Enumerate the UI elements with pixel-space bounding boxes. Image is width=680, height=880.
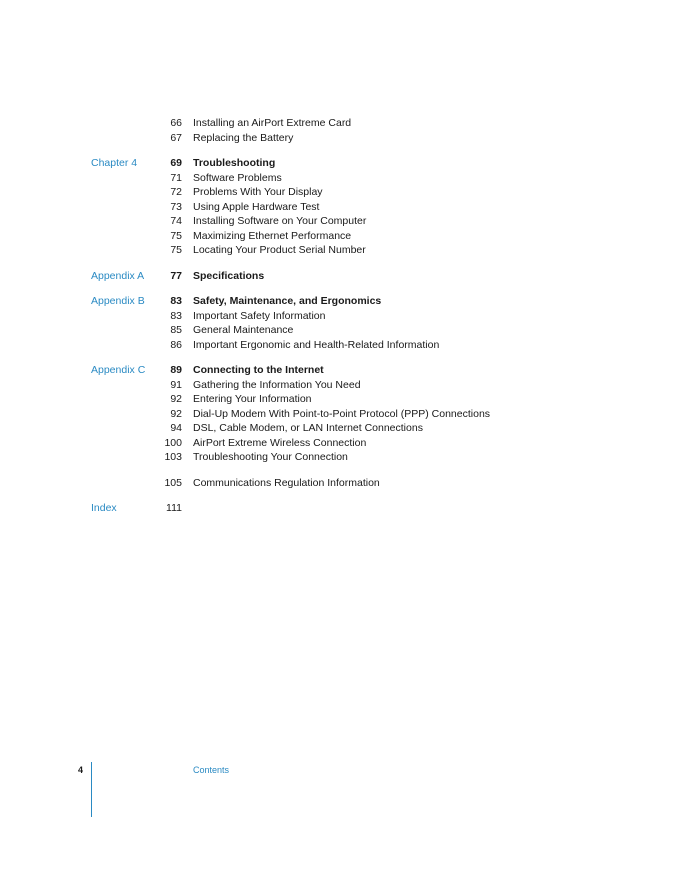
toc-page-number: 67 — [170, 131, 182, 144]
toc-page-number: 74 — [170, 215, 182, 227]
toc-entry-title: Communications Regulation Information — [193, 476, 380, 489]
toc-section — [0, 363, 680, 465]
toc-entry[interactable] — [0, 309, 680, 324]
toc-section — [0, 294, 680, 352]
toc-entry[interactable] — [0, 214, 680, 229]
toc-page-number: 69 — [170, 157, 182, 169]
toc-page-number: 92 — [170, 393, 182, 405]
toc-page-number: 77 — [170, 269, 182, 282]
toc-entry[interactable] — [0, 392, 680, 407]
toc-section — [0, 501, 680, 516]
toc-entry-title: Safety, Maintenance, and Ergonomics — [193, 295, 382, 307]
toc-entry-title: Troubleshooting — [193, 157, 276, 169]
toc-section-label[interactable]: Chapter 4 — [91, 157, 138, 169]
toc-entry-title: Gathering the Information You Need — [193, 378, 361, 391]
toc-entry-title: Important Safety Information — [193, 309, 326, 322]
toc-entry-title: Installing Software on Your Computer — [193, 215, 367, 227]
toc-section-label[interactable]: Appendix C — [91, 364, 146, 376]
toc-entry-title: Problems With Your Display — [193, 186, 323, 198]
toc-entry[interactable] — [0, 294, 680, 309]
footer-rule — [91, 762, 92, 817]
toc-entry[interactable] — [0, 116, 680, 131]
toc-page-number: 105 — [164, 476, 182, 489]
toc-entry[interactable] — [0, 323, 680, 338]
toc-page-number: 89 — [170, 364, 182, 376]
toc-entry[interactable] — [0, 378, 680, 393]
toc-entry[interactable] — [0, 363, 680, 378]
toc-section — [0, 156, 680, 258]
toc-entry[interactable] — [0, 407, 680, 422]
toc-section-label[interactable]: Index — [91, 502, 117, 514]
toc-entry[interactable] — [0, 171, 680, 186]
toc-entry[interactable] — [0, 200, 680, 215]
toc-page-number: 71 — [170, 171, 182, 184]
toc-entry[interactable] — [0, 156, 680, 171]
toc-entry-title: Connecting to the Internet — [193, 364, 324, 376]
page-number: 4 — [78, 765, 84, 775]
toc-entry-title: AirPort Extreme Wireless Connection — [193, 436, 367, 449]
toc-entry-title: Troubleshooting Your Connection — [193, 451, 348, 463]
toc-page-number: 85 — [170, 324, 182, 336]
toc-entry[interactable] — [0, 436, 680, 451]
toc-section-label[interactable]: Appendix B — [91, 295, 145, 307]
toc-entry[interactable] — [0, 450, 680, 465]
toc-page-number: 75 — [170, 244, 182, 256]
running-head: Contents — [193, 765, 230, 775]
toc-page-number: 92 — [170, 407, 182, 420]
toc-entry[interactable] — [0, 476, 680, 491]
toc-entry-title: Entering Your Information — [193, 393, 312, 405]
toc-entry-title: DSL, Cable Modem, or LAN Internet Connections — [193, 422, 423, 434]
toc-entry[interactable] — [0, 229, 680, 244]
toc-entry-title: Specifications — [193, 269, 265, 282]
toc-section — [0, 269, 680, 284]
toc-entry-title: Installing an AirPort Extreme Card — [193, 117, 352, 129]
toc-entry[interactable] — [0, 338, 680, 353]
toc-entry-title: Replacing the Battery — [193, 131, 294, 144]
toc-page-number: 72 — [170, 186, 182, 198]
toc-entry-title: General Maintenance — [193, 324, 294, 336]
toc-entry[interactable] — [0, 421, 680, 436]
toc-entry[interactable] — [0, 243, 680, 258]
toc-entry[interactable] — [0, 269, 680, 284]
toc-entry-title: Using Apple Hardware Test — [193, 200, 320, 213]
toc-entry-title: Dial-Up Modem With Point-to-Point Protocol (PPP) Connections — [193, 407, 491, 420]
toc-entry-title: Important Ergonomic and Health-Related Information — [193, 338, 440, 351]
toc-entry-title: Software Problems — [193, 171, 282, 184]
toc-page-number: 86 — [170, 338, 182, 351]
toc-section — [0, 476, 680, 491]
toc-entry[interactable] — [0, 131, 680, 146]
toc-page-number: 111 — [166, 502, 182, 514]
toc-entry[interactable] — [0, 185, 680, 200]
toc-entry-title: Maximizing Ethernet Performance — [193, 229, 352, 242]
toc-page-number: 91 — [170, 378, 182, 391]
toc-entry[interactable] — [0, 501, 680, 516]
toc-section-label[interactable]: Appendix A — [91, 269, 145, 282]
table-of-contents — [0, 116, 680, 527]
toc-page-number: 103 — [164, 451, 182, 463]
toc-entry-title: Locating Your Product Serial Number — [193, 244, 366, 256]
toc-page-number: 100 — [164, 436, 182, 449]
toc-page-number: 73 — [170, 200, 182, 213]
toc-section — [0, 116, 680, 145]
toc-page-number: 75 — [170, 229, 182, 242]
toc-page-number: 83 — [170, 295, 182, 307]
toc-page-number: 66 — [170, 117, 182, 129]
toc-page-number: 83 — [170, 309, 182, 322]
toc-page-number: 94 — [170, 422, 182, 434]
